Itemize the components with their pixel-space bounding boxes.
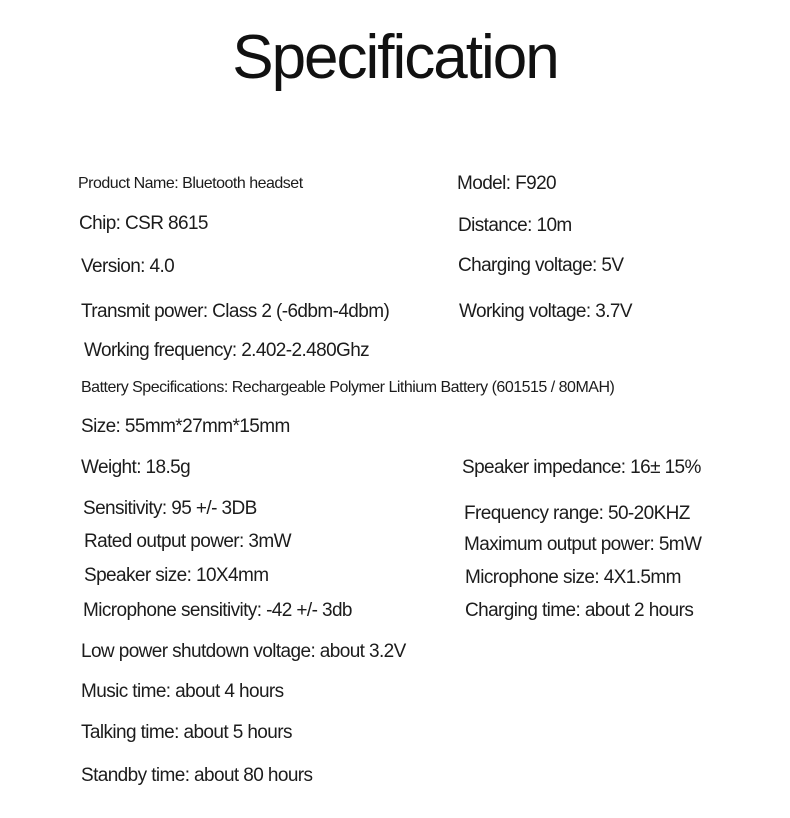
spec-charging-time: Charging time: about 2 hours	[465, 600, 694, 621]
spec-working-frequency: Working frequency: 2.402-2.480Ghz	[84, 340, 370, 361]
spec-speaker-size: Speaker size: 10X4mm	[84, 565, 269, 586]
spec-size: Size: 55mm*27mm*15mm	[81, 416, 290, 437]
spec-battery: Battery Specifications: Rechargeable Polymer Lithium Battery (601515 / 80MAH)	[81, 379, 615, 396]
spec-version: Version: 4.0	[81, 256, 175, 277]
spec-standby-time: Standby time: about 80 hours	[81, 765, 313, 786]
spec-product-name: Product Name: Bluetooth headset	[78, 175, 303, 192]
spec-rated-output-power: Rated output power: 3mW	[84, 531, 291, 552]
spec-chip: Chip: CSR 8615	[79, 213, 208, 234]
spec-microphone-size: Microphone size: 4X1.5mm	[465, 567, 681, 588]
spec-low-power-shutdown: Low power shutdown voltage: about 3.2V	[81, 641, 406, 662]
spec-distance: Distance: 10m	[458, 215, 572, 236]
spec-speaker-impedance: Speaker impedance: 16± 15%	[462, 457, 701, 478]
spec-sensitivity: Sensitivity: 95 +/- 3DB	[83, 498, 257, 519]
spec-talking-time: Talking time: about 5 hours	[81, 722, 292, 743]
spec-charging-voltage: Charging voltage: 5V	[458, 255, 624, 276]
spec-microphone-sensitivity: Microphone sensitivity: -42 +/- 3db	[83, 600, 352, 621]
spec-maximum-output-power: Maximum output power: 5mW	[464, 534, 702, 555]
page-title: Specification	[232, 23, 558, 92]
spec-music-time: Music time: about 4 hours	[81, 681, 284, 702]
spec-frequency-range: Frequency range: 50-20KHZ	[464, 503, 690, 524]
spec-model: Model: F920	[457, 173, 557, 194]
spec-weight: Weight: 18.5g	[81, 457, 191, 478]
spec-working-voltage: Working voltage: 3.7V	[459, 301, 632, 322]
spec-transmit-power: Transmit power: Class 2 (-6dbm-4dbm)	[81, 301, 390, 322]
